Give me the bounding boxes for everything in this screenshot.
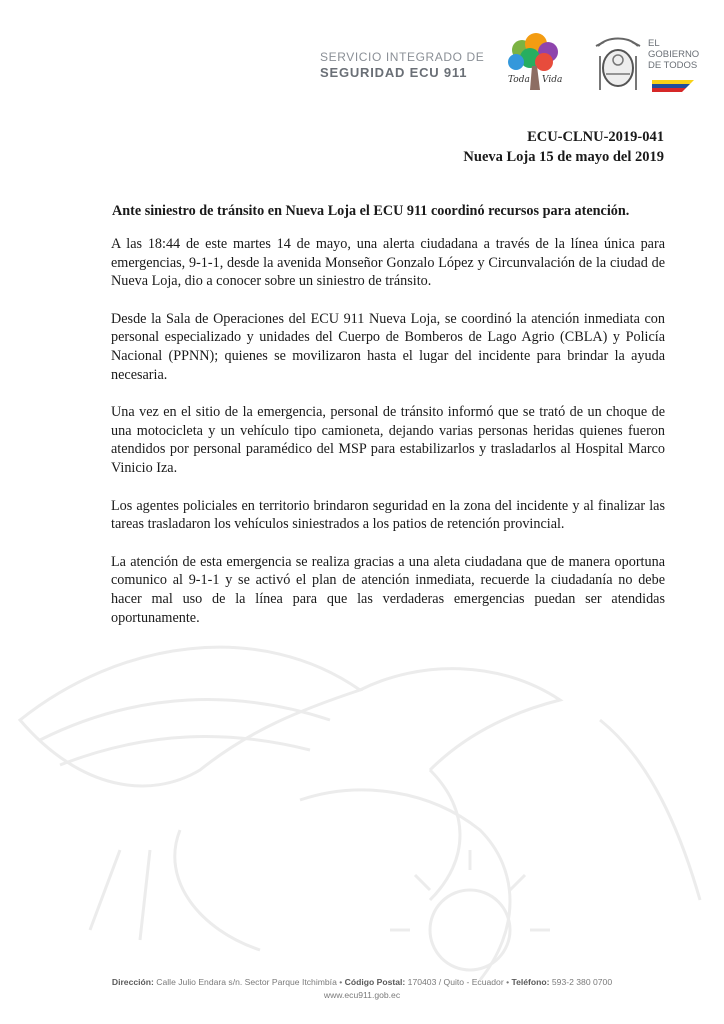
gobierno-line2: GOBIERNO xyxy=(648,49,700,60)
gobierno-line1: EL xyxy=(648,38,660,49)
coat-of-arms-watermark xyxy=(0,600,724,980)
svg-text:Toda: Toda xyxy=(508,75,530,85)
paragraph: La atención de esta emergencia se realiza gracias a una aleta ciudadana que de manera oportuna comunico al 9-1-1 y se activó el plan de atención inmediata, recuerde la ciudadanía no debe hacer mal uso de la línea para que las verdaderas emergencias puedan ser atendidas oportunamente. xyxy=(111,553,665,626)
header-logos xyxy=(320,30,710,100)
ecu911-logo xyxy=(320,50,485,80)
footer-telefono-label: Teléfono: xyxy=(511,977,550,987)
gobierno-de-todos-text xyxy=(648,38,699,71)
paragraph: Una vez en el sitio de la emergencia, personal de tránsito informó que se trató de un choque de una motocicleta y un vehículo tipo camioneta, dejando varias personas heridas quienes fueron atendidos por personal paramédico del MSP para estabilizarlos y trasladarlos al Hospital Marco Vinicio Iza. xyxy=(111,404,665,476)
footer-address-line xyxy=(0,976,724,989)
footer-direccion-label: Dirección: xyxy=(111,977,154,987)
gobierno-line3: DE TODOS xyxy=(648,60,698,71)
footer-codigo-label: Código Postal: xyxy=(344,977,406,987)
footer-website: www.ecu911.gob.ec xyxy=(323,990,401,1000)
footer-telefono-value: 593-2 380 0700 xyxy=(551,977,613,987)
footer-direccion-value: Calle Julio Endara s/n. Sector Parque Itchimbía • xyxy=(156,977,343,987)
document-place-date: Nueva Loja 15 de mayo del 2019 xyxy=(463,149,664,165)
document-body xyxy=(111,235,665,646)
svg-text:Vida: Vida xyxy=(542,75,563,85)
document-title: Ante siniestro de tránsito en Nueva Loja el ECU 911 coordinó recursos para atención. xyxy=(112,203,630,219)
tricolor-flag-icon xyxy=(650,78,696,92)
ecu911-logo-line2: SEGURIDAD ECU 911 xyxy=(320,65,468,80)
ecuador-shield-logo xyxy=(592,36,644,94)
document-reference xyxy=(463,127,664,167)
toda-una-vida-tree-logo xyxy=(502,30,566,94)
ecu911-logo-line1: SERVICIO INTEGRADO DE xyxy=(320,50,485,64)
page-footer xyxy=(0,976,724,1002)
paragraph: A las 18:44 de este martes 14 de mayo, una alerta ciudadana a través de la línea única para emergencias, 9-1-1, desde la avenida Monseñor Gonzalo López y Circunvalación de la ciudad de Nueva Loja, dio a conocer sobre un siniestro de tránsito. xyxy=(111,236,665,290)
paragraph: Desde la Sala de Operaciones del ECU 911 Nueva Loja, se coordinó la atención inmediata con personal especializado y unidades del Cuerpo de Bomberos de Lago Agrio (CBLA) y Policía Nacional (PPNN); quienes se movilizaron hasta el lugar del incidente para brindar la ayuda necesaria. xyxy=(111,310,665,383)
document-code: ECU-CLNU-2019-041 xyxy=(527,129,664,145)
paragraph: Los agentes policiales en territorio brindaron seguridad en la zona del incidente y al finalizar las tareas trasladaron los vehículos siniestrados a los patios de retención provincial. xyxy=(111,497,665,533)
footer-codigo-value: 170403 / Quito - Ecuador • xyxy=(407,977,510,987)
